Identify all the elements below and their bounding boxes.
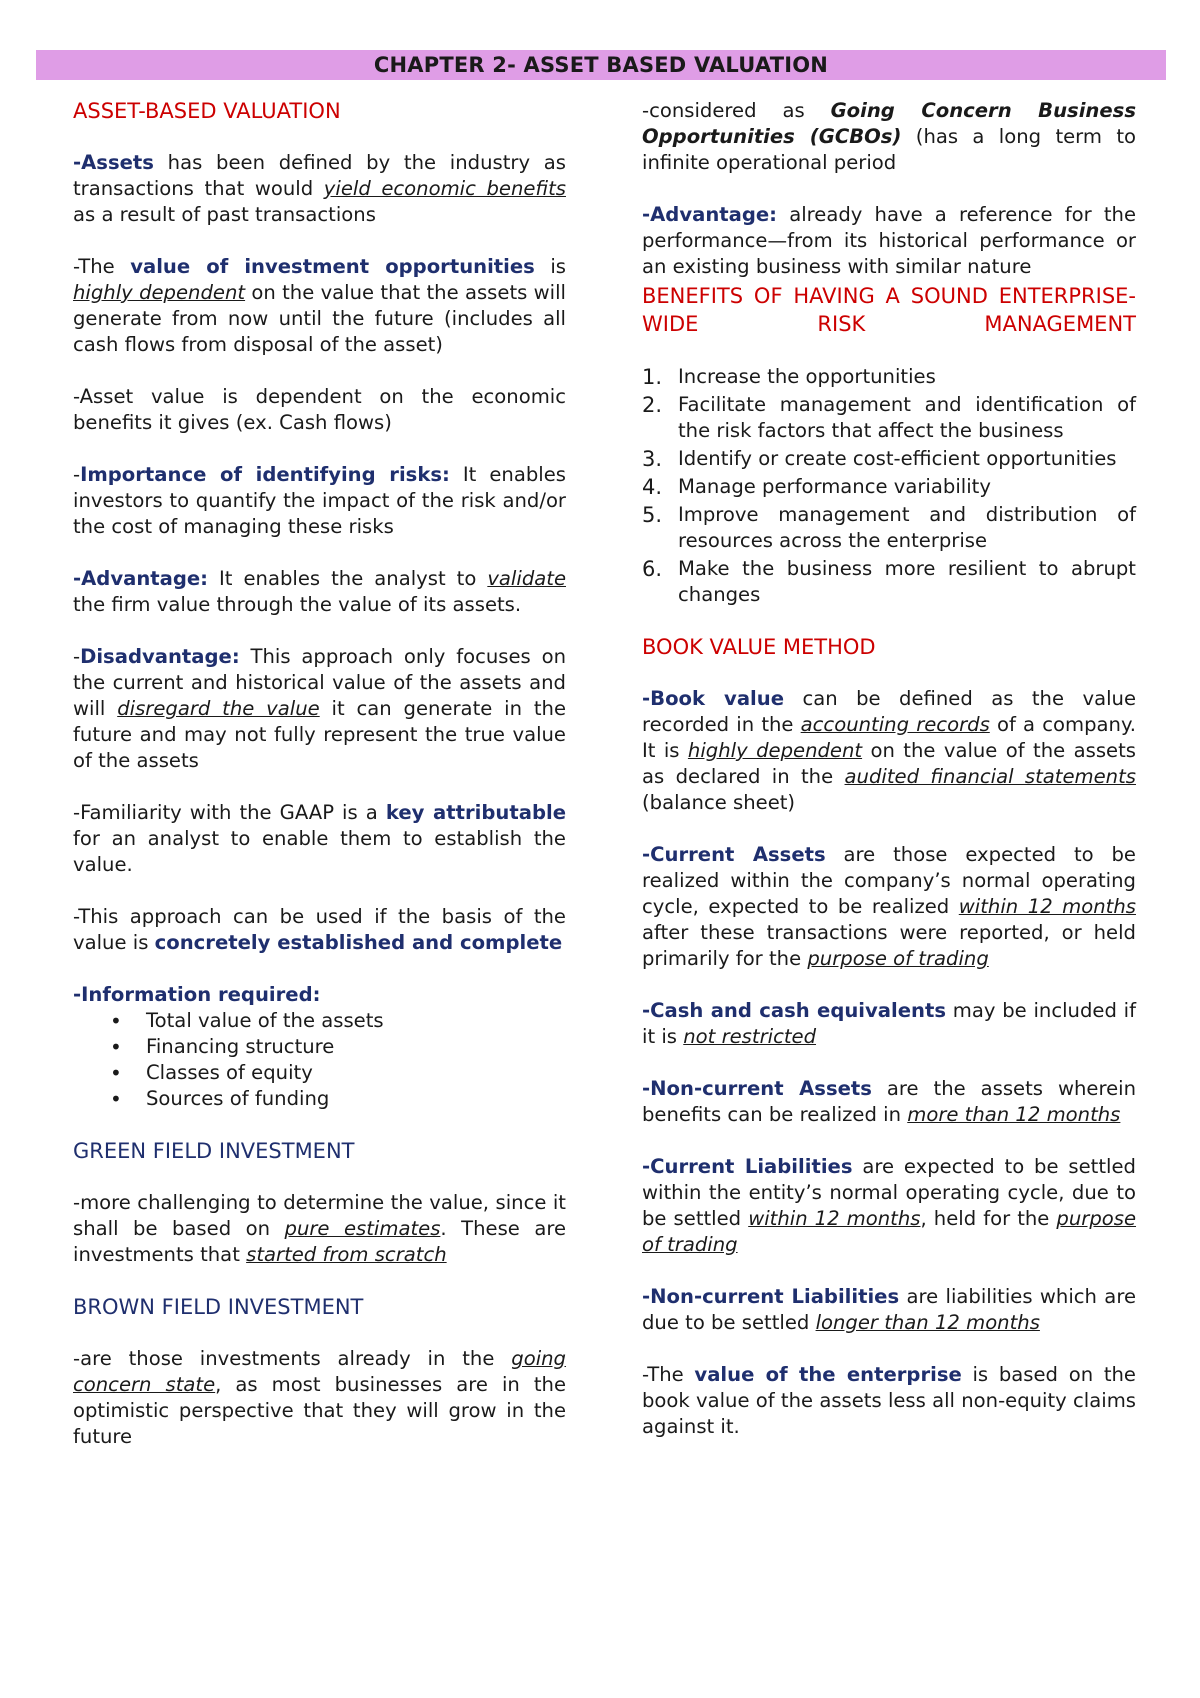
para-asset-value: -Asset value is dependent on the economic benefits it gives (ex. Cash flows) [73, 385, 566, 434]
heading-green-field: GREEN FIELD INVESTMENT [73, 1139, 355, 1163]
benefits-list [642, 364, 1136, 608]
para-advantage-gcbo: -Advantage: already have a reference for the performance—from its historical performance or an existing business with similar nature [642, 203, 1136, 278]
heading-brown-field: BROWN FIELD INVESTMENT [73, 1295, 364, 1319]
list-item: 3. Identify or create cost-efficient opportunities [642, 447, 1117, 471]
para-book-value: -Book value can be defined as the value recorded in the accounting records of a company. It is highly dependent on the value of the assets as declared in the audited financial statements (balance sheet) [642, 687, 1136, 814]
info-required-list [73, 1008, 566, 1112]
para-advantage: -Advantage: It enables the analyst to validate the firm value through the value of its assets. [73, 567, 566, 616]
para-cash-equivalents: -Cash and cash equivalents may be included if it is not restricted [642, 999, 1136, 1048]
para-current-liabilities: -Current Liabilities are expected to be settled within the entity’s normal operating cycle, due to be settled within 12 months, held for the purpose of trading [642, 1155, 1137, 1256]
list-item: 6. Make the business more resilient to abrupt changes [642, 557, 1136, 606]
para-gcbo: -considered as Going Concern Business Opportunities (GCBOs) (has a long term to infinite operational period [642, 99, 1137, 174]
para-noncurrent-liabilities: -Non-current Liabilities are liabilities which are due to be settled longer than 12 months [642, 1285, 1136, 1334]
para-green-field: -more challenging to determine the value, since it shall be based on pure estimates. These are investments that started from scratch [73, 1191, 567, 1266]
info-required-label: -Information required: [73, 983, 321, 1006]
para-gaap: -Familiarity with the GAAP is a key attributable for an analyst to enable them to establish the value. [73, 801, 566, 876]
list-item: 4. Manage performance variability [642, 475, 991, 499]
para-importance-of-risks: -Importance of identifying risks: It enables investors to quantify the impact of the risk and/or the cost of managing these risks [73, 463, 567, 538]
list-item: • Financing structure [146, 1034, 566, 1060]
para-value-of-enterprise: -The value of the enterprise is based on the book value of the assets less all non-equity claims against it. [642, 1363, 1136, 1438]
right-column [642, 98, 1136, 1466]
para-disadvantage: -Disadvantage: This approach only focuses on the current and historical value of the assets and will disregard the value it can generate in the future and may not fully represent the true value of the assets [73, 645, 566, 772]
para-noncurrent-assets: -Non-current Assets are the assets wherein benefits can be realized in more than 12 months [642, 1077, 1136, 1126]
list-item: 2. Facilitate management and identification of the risk factors that affect the business [642, 393, 1136, 442]
heading-benefits: BENEFITS OF HAVING A SOUND ENTERPRISE-WIDE RISK MANAGEMENT [642, 284, 1136, 336]
list-item: • Classes of equity [146, 1060, 566, 1086]
heading-asset-based-valuation: ASSET-BASED VALUATION [73, 99, 341, 123]
chapter-title: CHAPTER 2- ASSET BASED VALUATION [36, 50, 1166, 80]
para-value-of-investment: -The value of investment opportunities is highly dependent on the value that the assets will generate from now until the future (includes all cash flows from disposal of the asset) [73, 255, 567, 356]
para-approach-basis: -This approach can be used if the basis of the value is concretely established and complete [73, 905, 566, 954]
left-column [73, 98, 566, 1476]
list-item: • Total value of the assets [146, 1008, 566, 1034]
heading-book-value: BOOK VALUE METHOD [642, 635, 876, 659]
para-assets-definition: -Assets has been defined by the industry as transactions that would yield economic benefits as a result of past transactions [73, 151, 566, 226]
list-item: • Sources of funding [146, 1086, 566, 1112]
list-item: 1. Increase the opportunities [642, 365, 936, 389]
para-brown-field: -are those investments already in the going concern state, as most businesses are in the optimistic perspective that they will grow in the future [73, 1347, 566, 1448]
list-item: 5. Improve management and distribution of resources across the enterprise [642, 503, 1136, 552]
para-current-assets: -Current Assets are those expected to be realized within the company’s normal operating cycle, expected to be realized within 12 months after these transactions were reported, or held primarily for the purpose of trading [642, 843, 1136, 970]
